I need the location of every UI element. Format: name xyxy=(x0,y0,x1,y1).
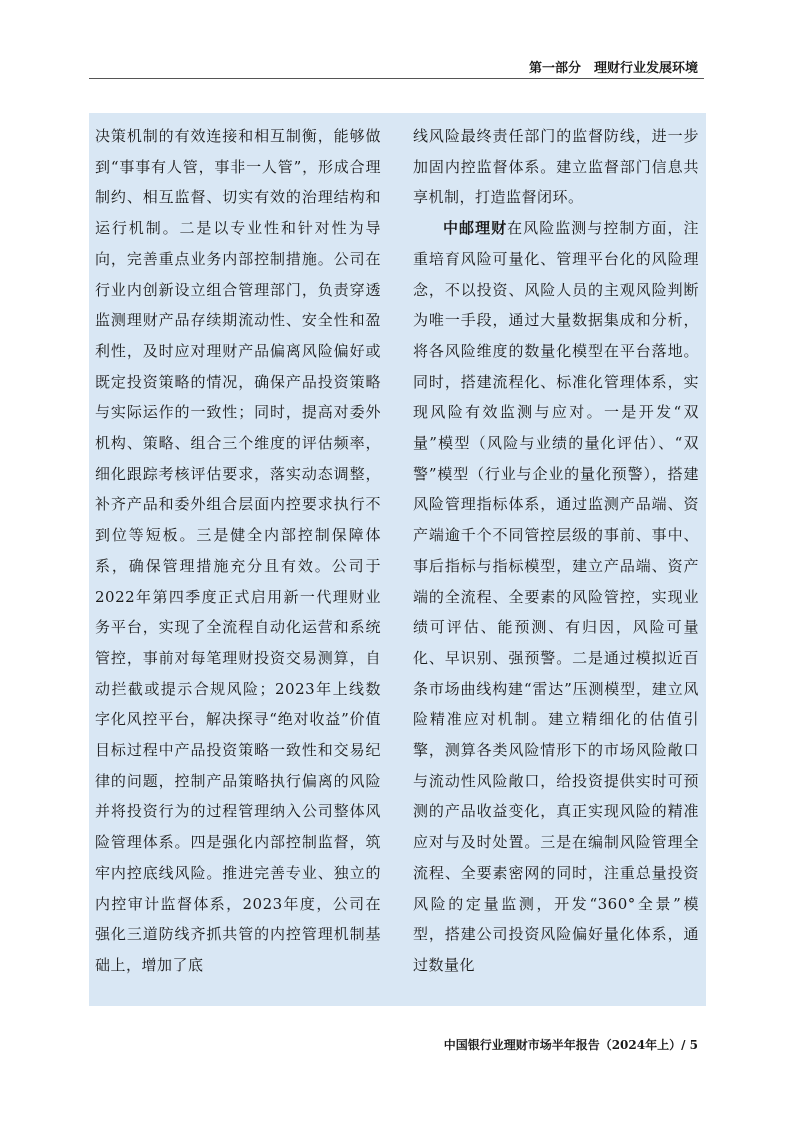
right-paragraph-2 xyxy=(413,213,699,981)
section-header: 第一部分 理财行业发展环境 xyxy=(528,61,698,76)
left-column xyxy=(95,121,381,981)
highlight-panel xyxy=(89,113,706,1006)
right-paragraph-1: 线风险最终责任部门的监督防线，进一步加固内控监督体系。建立监督部门信息共享机制，打造监督闭环。 xyxy=(413,127,699,207)
page-footer: 中国银行业理财市场半年报告（2024年上）/ 5 xyxy=(443,1038,698,1052)
header-divider xyxy=(89,78,704,79)
left-paragraph: 决策机制的有效连接和相互制衡，能够做到“事事有人管，事非一人管”，形成合理制约、相互监督、切实有效的治理结构和运行机制。二是以专业性和针对性为导向，完善重点业务内部控制措施。公司在行业内创新设立组合管理部门，负责穿透监测理财产品存续期流动性、安全性和盈利性，及时应对理财产品偏离风险偏好或既定投资策略的情况，确保产品投资策略与实际运作的一致性；同时，提高对委外机构、策略、组合三个维度的评估频率，细化跟踪考核评估要求，落实动态调整，补齐产品和委外组合层面内控要求执行不到位等短板。三是健全内部控制保障体系，确保管理措施充分且有效。公司于2022年第四季度正式启用新一代理财业务平台，实现了全流程自动化运营和系统管控，事前对每笔理财投资交易测算，自动拦截或提示合规风险；2023年上线数字化风控平台，解决探寻“绝对收益”价值目标过程中产品投资策略一致性和交易纪律的问题，控制产品策略执行偏离的风险并将投资行为的过程管理纳入公司整体风险管理体系。四是强化内部控制监督，筑牢内控底线风险。推进完善专业、独立的内控审计监督体系，2023年度，公司在强化三道防线齐抓共管的内控管理机制基础上，增加了底 xyxy=(95,127,381,974)
right-paragraph-2-body: 在风险监测与控制方面，注重培育风险可量化、管理平台化的风险理念，不以投资、风险人员的主观风险判断为唯一手段，通过大量数据集成和分析，将各风险维度的数量化模型在平台落地。同时，搭建流程化、标准化管理体系，实现风险有效监测与应对。一是开发“双量”模型（风险与业绩的量化评估）、“双警”模型（行业与企业的量化预警），搭建风险管理指标体系，通过监测产品端、资产端逾千个不同管控层级的事前、事中、事后指标与指标模型，建立产品端、资产端的全流程、全要素的风险管控，实现业绩可评估、能预测、有归因，风险可量化、早识别、强预警。二是通过模拟近百条市场曲线构建“雷达”压测模型，建立风险精准应对机制。建立精细化的估值引擎，测算各类风险情形下的市场风险敞口与流动性风险敞口，给投资提供实时可预测的产品收益变化，真正实现风险的精准应对与及时处置。三是在编制风险管理全流程、全要素密网的同时，注重总量投资风险的定量监测，开发“360°全景”模型，搭建公司投资风险偏好量化体系，通过数量化 xyxy=(413,219,699,974)
right-column xyxy=(413,121,699,981)
institution-name: 中邮理财 xyxy=(443,219,508,238)
